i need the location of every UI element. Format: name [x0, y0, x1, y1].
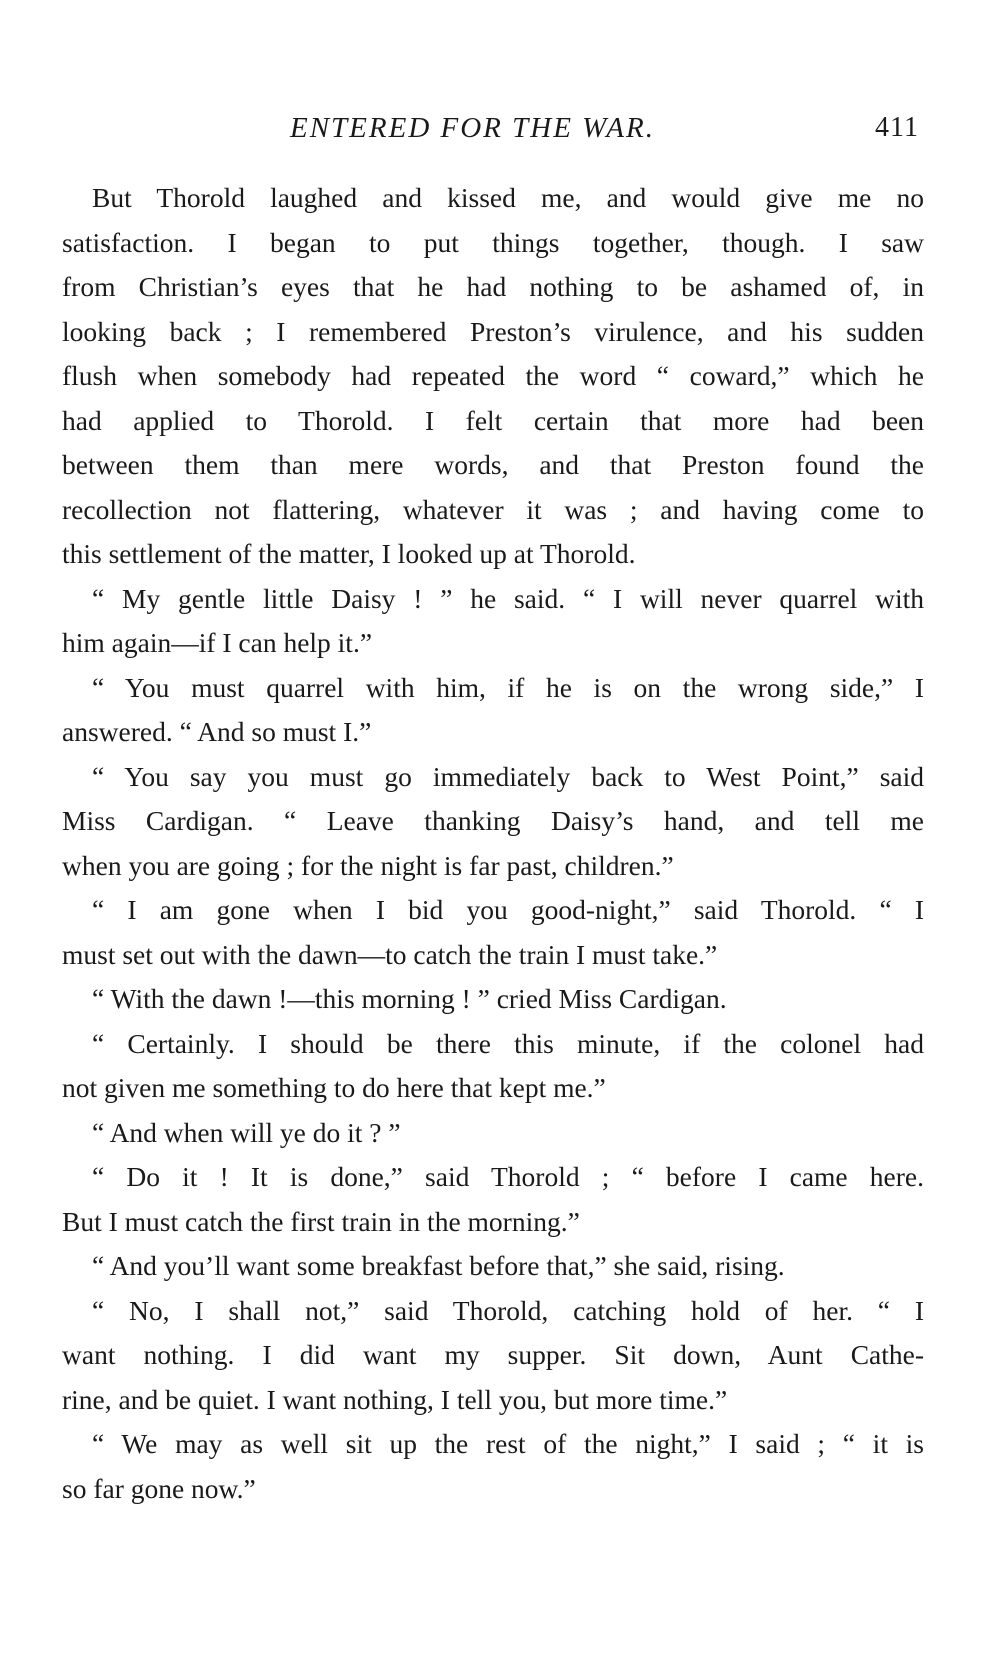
body-text: [62, 176, 924, 1511]
text-line: satisfaction. I began to put things together, though. I saw: [62, 226, 924, 258]
text-line: rine, and be quiet. I want nothing, I tell you, but more time.”: [62, 1383, 728, 1415]
text-line: “ My gentle little Daisy ! ” he said. “ I will never quarrel with: [92, 582, 924, 614]
text-line: not given me something to do here that kept me.”: [62, 1072, 606, 1103]
text-line: this settlement of the matter, I looked up at Thorold.: [62, 538, 636, 569]
text-line: must set out with the dawn—to catch the train I must take.”: [62, 938, 718, 970]
page-number: 411: [875, 112, 919, 143]
text-line: answered. “ And so must I.”: [62, 716, 372, 747]
text-line: “ You must quarrel with him, if he is on the wrong side,” I: [92, 671, 924, 703]
text-line: want nothing. I did want my supper. Sit down, Aunt Cathe-: [62, 1339, 924, 1370]
text-line: “ Certainly. I should be there this minute, if the colonel had: [92, 1027, 924, 1059]
running-head: [0, 112, 1000, 152]
text-line: from Christian’s eyes that he had nothing to be ashamed of, in: [62, 271, 924, 302]
text-line: flush when somebody had repeated the word “ coward,” which he: [62, 360, 924, 391]
text-line: “ And you’ll want some breakfast before that,” she said, rising.: [92, 1250, 785, 1281]
text-line: “ With the dawn !—this morning ! ” cried Miss Cardigan.: [92, 983, 727, 1014]
text-line: “ And when will ye do it ? ”: [92, 1116, 401, 1148]
text-line: between them than mere words, and that Preston found the: [62, 449, 924, 480]
text-line: so far gone now.”: [62, 1472, 256, 1504]
text-line: him again—if I can help it.”: [62, 627, 373, 658]
text-line: But I must catch the first train in the morning.”: [62, 1205, 580, 1237]
text-line: “ No, I shall not,” said Thorold, catching hold of her. “ I: [92, 1294, 924, 1326]
text-line: looking back ; I remembered Preston’s virulence, and his sudden: [62, 315, 924, 347]
text-line: when you are going ; for the night is far past, children.”: [62, 849, 674, 881]
text-line: “ We may as well sit up the rest of the night,” I said ; “ it is: [92, 1428, 924, 1459]
text-line: Miss Cardigan. “ Leave thanking Daisy’s hand, and tell me: [62, 805, 924, 836]
text-line: “ Do it ! It is done,” said Thorold ; “ before I came here.: [92, 1161, 924, 1192]
text-line: recollection not flattering, whatever it was ; and having come to: [62, 493, 924, 525]
text-line: “ I am gone when I bid you good-night,” said Thorold. “ I: [92, 894, 924, 925]
running-title: ENTERED FOR THE WAR.: [290, 112, 655, 144]
text-line: But Thorold laughed and kissed me, and would give me no: [92, 182, 924, 213]
text-line: had applied to Thorold. I felt certain that more had been: [62, 404, 924, 436]
text-line: “ You say you must go immediately back to West Point,” said: [92, 760, 924, 792]
